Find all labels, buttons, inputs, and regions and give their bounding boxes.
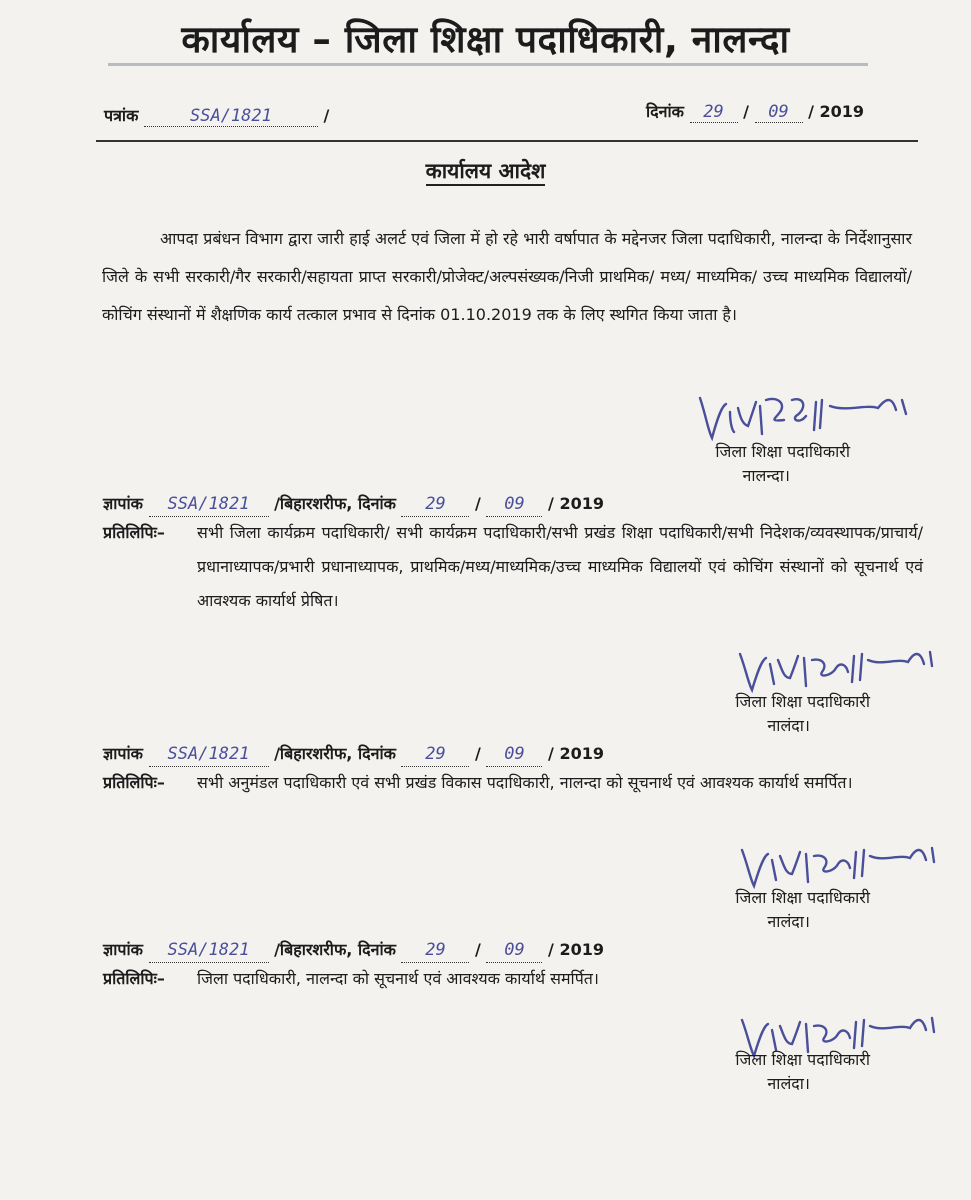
letterhead-underline	[108, 63, 868, 66]
patrank-value: SSA/1821	[144, 106, 318, 127]
pratilipi-text: सभी जिला कार्यक्रम पदाधिकारी/ सभी कार्यक्रम पदाधिकारी/सभी प्रखंड शिक्षा पदाधिकारी/सभी निदेशक/व्यवस्थापक/प्राचार्य/प्रधानाध्यापक/प्रभारी प्रधानाध्यापक, प्राथमिक/मध्य/माध्यमिक/उच्च माध्यमिक विद्यालयों एवं कोचिंग संस्थानों को सूचनार्थ एवं आवश्यक कार्यार्थ प्रेषित।	[197, 523, 923, 610]
gyapank-ref: SSA/1821	[149, 938, 269, 963]
order-title	[0, 157, 971, 185]
signature-block-4	[670, 1048, 870, 1096]
pratilipi-label: प्रतिलिपिः–	[103, 969, 165, 988]
signature-block-1	[640, 440, 850, 488]
gyapank-year: / 2019	[548, 940, 604, 959]
signatory-designation: जिला शिक्षा पदाधिकारी	[735, 888, 870, 907]
patrank-line	[104, 104, 329, 127]
pratilipi-row-2	[103, 766, 923, 800]
pratilipi-text: जिला पदाधिकारी, नालन्दा को सूचनार्थ एवं आवश्यक कार्यार्थ समर्पित।	[197, 969, 599, 988]
gyapank-month: 09	[486, 742, 542, 767]
order-body-text: आपदा प्रबंधन विभाग द्वारा जारी हाई अलर्ट एवं जिला में हो रहे भारी वर्षापात के मद्देनजर जिला पदाधिकारी, नालन्दा के निर्देशानुसार जिले के सभी सरकारी/गैर सरकारी/सहायता प्राप्त सरकारी/प्रोजेक्ट/अल्पसंख्यक/निजी प्राथमिक/ मध्य/ माध्यमिक/ उच्च माध्यमिक विद्यालयों/ कोचिंग संस्थानों में शैक्षणिक कार्य तत्काल प्रभाव से दिनांक 01.10.2019 तक के लिए स्थगित किया जाता है।	[102, 229, 912, 324]
gyapank-line-3: ज्ञापांक SSA/1821 /बिहारशरीफ, दिनांक 29 / 09 / 2019	[103, 938, 923, 962]
pratilipi-row-3	[103, 962, 923, 996]
gyapank-ref: SSA/1821	[149, 742, 269, 767]
patrank-label: पत्रांक	[104, 106, 139, 125]
signature-block-2	[670, 690, 870, 738]
gyapank-label: ज्ञापांक	[103, 744, 143, 763]
gyapank-year: / 2019	[548, 744, 604, 763]
gyapank-place: /बिहारशरीफ, दिनांक	[274, 494, 396, 513]
gyapank-label: ज्ञापांक	[103, 940, 143, 959]
pratilipi-label: प्रतिलिपिः–	[103, 773, 165, 792]
gyapank-line-1: ज्ञापांक SSA/1821 /बिहारशरीफ, दिनांक 29 / 09 / 2019	[103, 492, 923, 516]
pratilipi-text: सभी अनुमंडल पदाधिकारी एवं सभी प्रखंड विकास पदाधिकारी, नालन्दा को सूचनार्थ एवं आवश्यक कार्यार्थ समर्पित।	[197, 773, 853, 792]
gyapank-year: / 2019	[548, 494, 604, 513]
signatory-designation: जिला शिक्षा पदाधिकारी	[735, 1050, 870, 1069]
gyapank-day: 29	[401, 938, 469, 963]
dinank-label: दिनांक	[646, 102, 684, 121]
copy-block-3	[103, 938, 923, 996]
copy-block-1	[103, 492, 923, 618]
pratilipi-row-1	[103, 516, 923, 618]
copy-block-2	[103, 742, 923, 800]
signatory-place: नालंदा।	[767, 1074, 810, 1093]
gyapank-month: 09	[486, 492, 542, 517]
gyapank-line-2: ज्ञापांक SSA/1821 /बिहारशरीफ, दिनांक 29 / 09 / 2019	[103, 742, 923, 766]
signatory-designation: जिला शिक्षा पदाधिकारी	[715, 442, 850, 461]
pratilipi-label: प्रतिलिपिः–	[103, 523, 165, 542]
gyapank-place: /बिहारशरीफ, दिनांक	[274, 940, 396, 959]
signature-block-3	[670, 886, 870, 934]
signature-scribble-2	[736, 640, 936, 696]
gyapank-month: 09	[486, 938, 542, 963]
signatory-place: नालन्दा।	[742, 466, 790, 485]
dinank-month: 09	[755, 102, 803, 123]
letterhead-title: कार्यालय – जिला शिक्षा पदाधिकारी, नालन्दा	[181, 18, 790, 61]
order-title-text: कार्यालय आदेश	[426, 159, 546, 186]
signature-scribble-3	[738, 836, 938, 892]
signature-scribble-1	[696, 386, 926, 446]
order-body	[102, 220, 912, 334]
signatory-designation: जिला शिक्षा पदाधिकारी	[735, 692, 870, 711]
gyapank-ref: SSA/1821	[149, 492, 269, 517]
dinank-slash: /	[743, 102, 749, 121]
gyapank-place: /बिहारशरीफ, दिनांक	[274, 744, 396, 763]
signatory-place: नालंदा।	[767, 716, 810, 735]
gyapank-label: ज्ञापांक	[103, 494, 143, 513]
patrank-slash: /	[323, 106, 330, 125]
gyapank-day: 29	[401, 742, 469, 767]
signatory-place: नालंदा।	[767, 912, 810, 931]
gyapank-day: 29	[401, 492, 469, 517]
dinank-day: 29	[690, 102, 738, 123]
dinank-year: / 2019	[808, 102, 865, 121]
header-rule	[96, 140, 918, 142]
dinank-line	[646, 100, 864, 123]
